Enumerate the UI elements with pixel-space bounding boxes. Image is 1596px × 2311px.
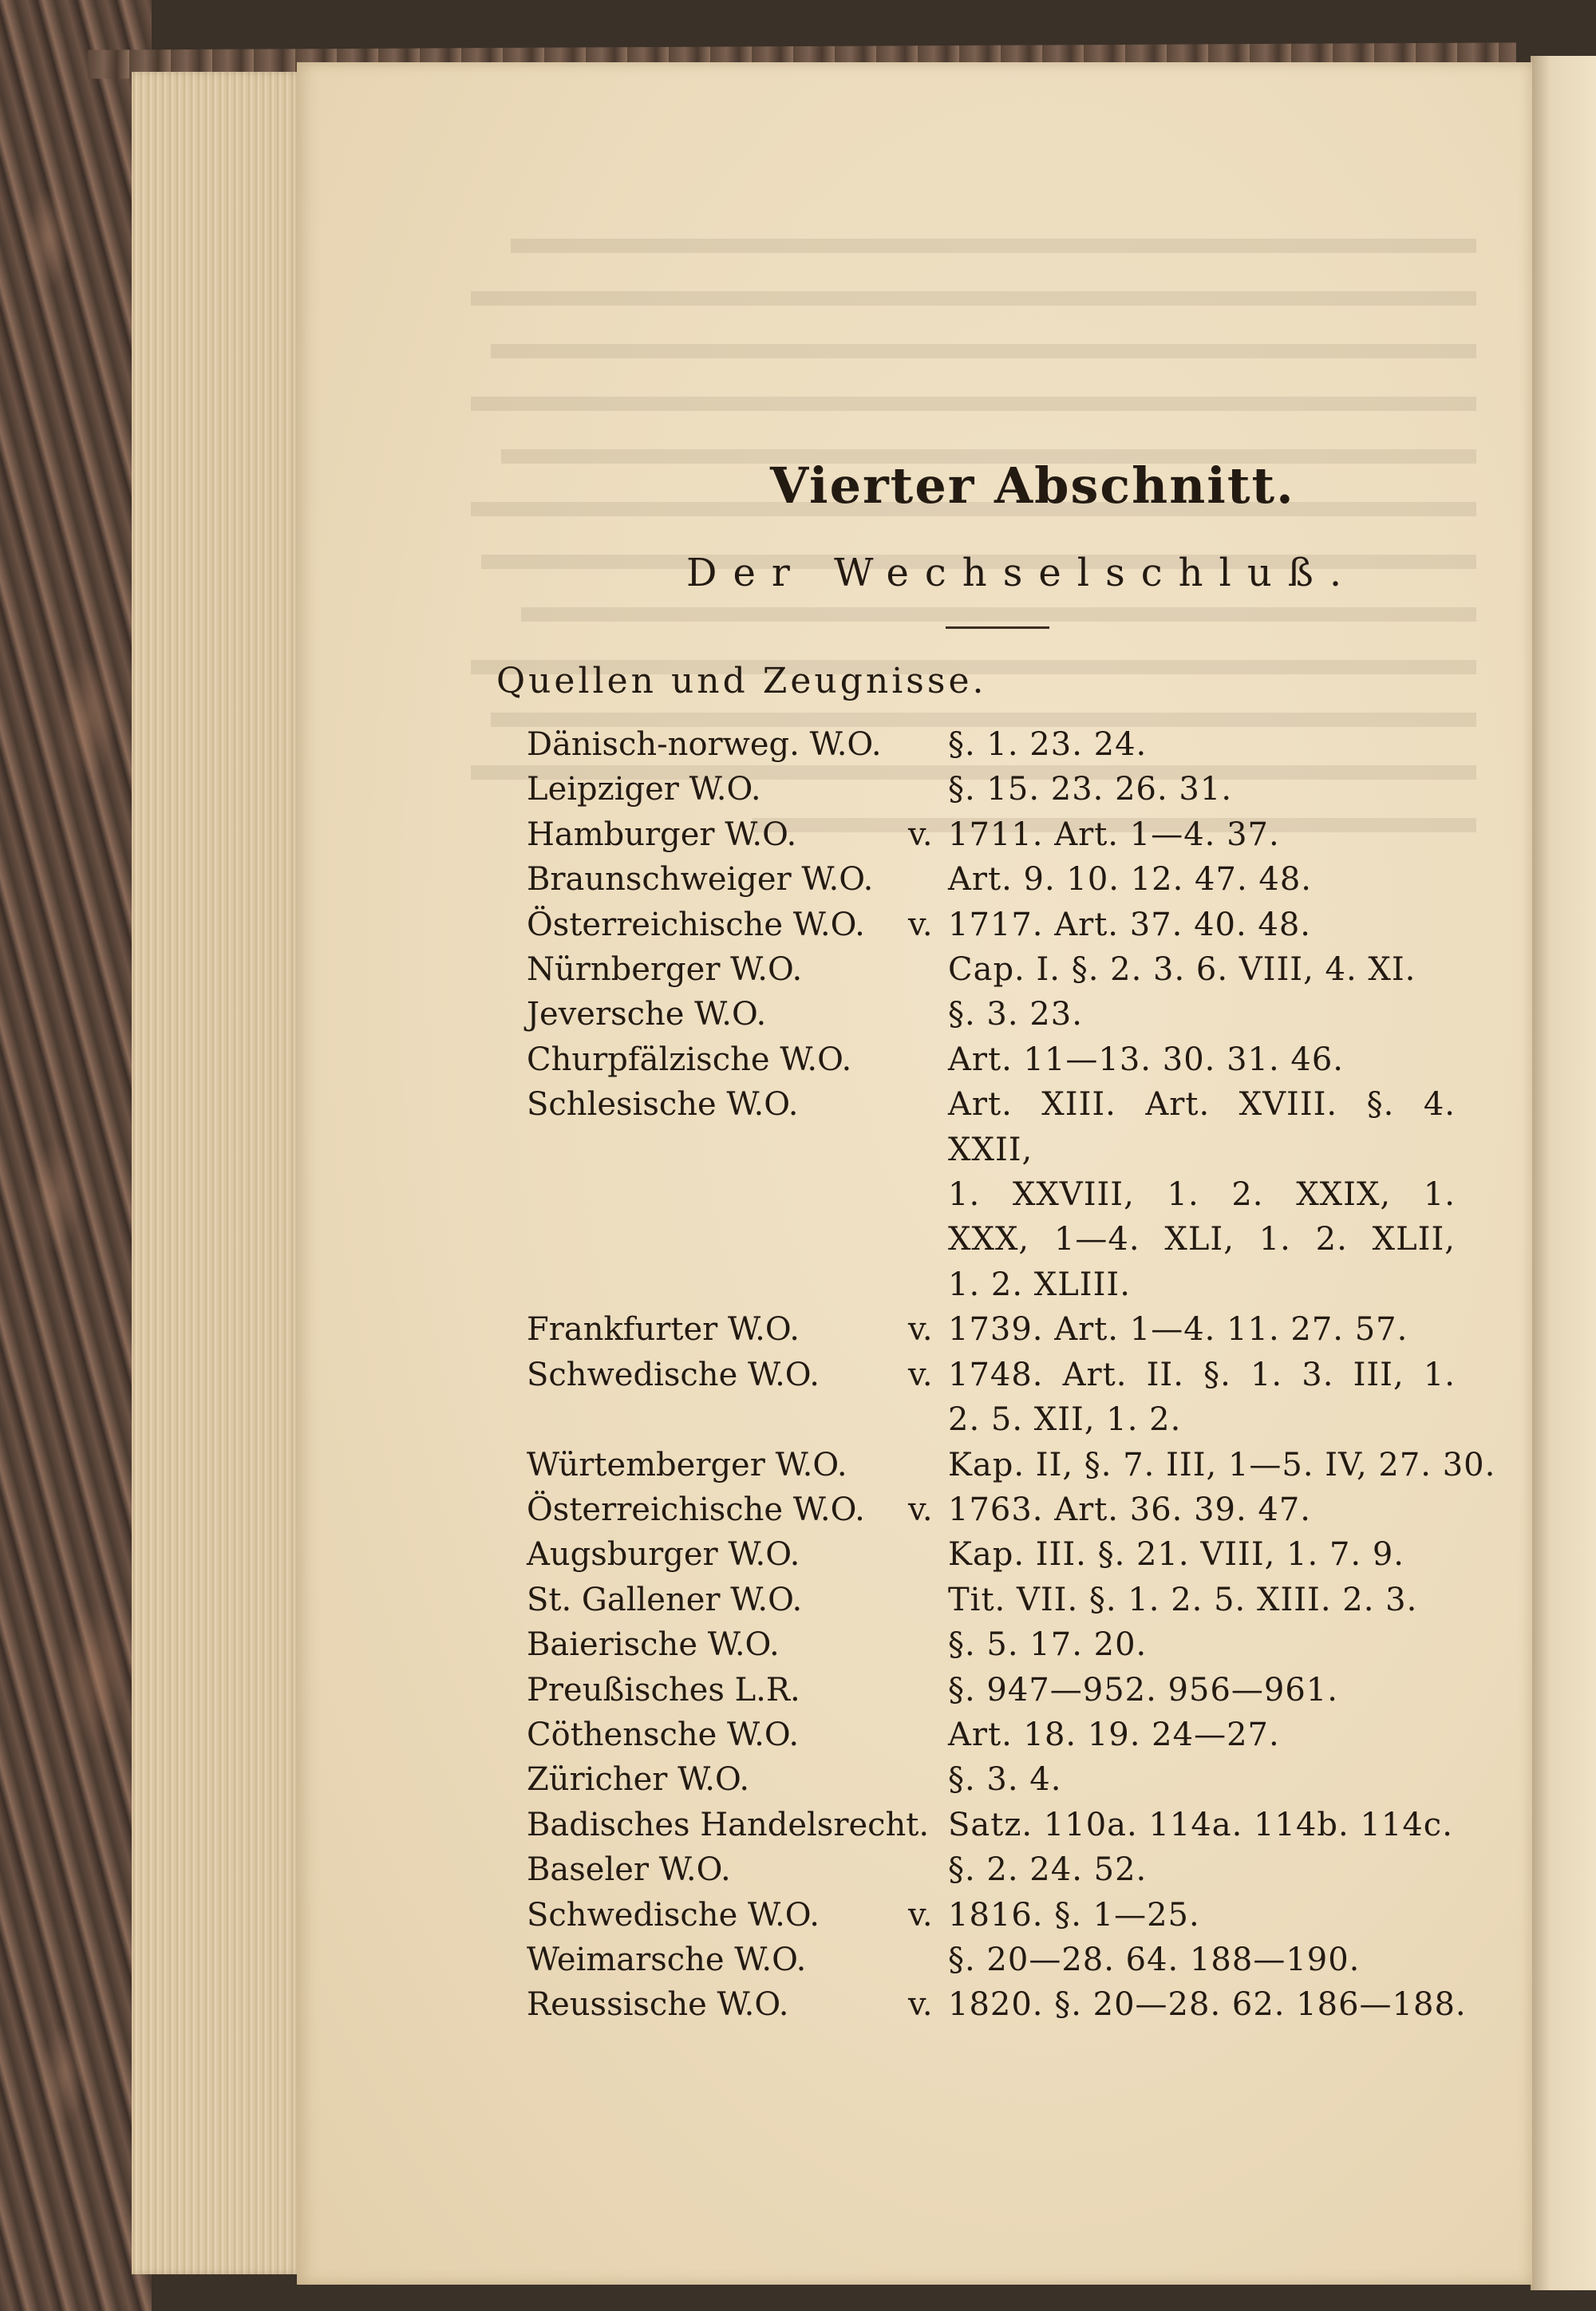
reference-line: 1. 2. XLIII. [948,1266,1131,1303]
source-name: Frankfurter W.O. [527,1311,800,1349]
source-name: Churpfälzische W.O. [527,1041,852,1078]
reference-line: Cap. I. §. 2. 3. 6. VIII, 4. XI. [948,951,1416,989]
source-entry [527,1307,1468,1352]
reference-line: Satz. 110a. 114a. 114b. 114c. [948,1806,1453,1843]
source-references [948,1757,1456,1802]
source-entry [527,1622,1468,1667]
reference-line: §. 1. 23. 24. [948,726,1148,763]
source-entry [527,812,1468,857]
source-references [948,1938,1456,1982]
source-entry [527,1353,1468,1443]
reference-line: 1711. Art. 1—4. 37. [948,816,1280,853]
source-references [948,812,1456,857]
source-entry [527,1668,1468,1713]
source-entry [527,857,1468,902]
source-name: Züricher W.O. [527,1761,750,1799]
section-heading: Vierter Abschnitt. [770,456,1295,515]
source-name: Jeversche W.O. [527,996,767,1033]
reference-line: §. 5. 17. 20. [948,1626,1148,1664]
reference-line: Tit. VII. §. 1. 2. 5. XIII. 2. 3. [948,1581,1418,1618]
source-entry [527,1713,1468,1757]
reference-line: 1816. §. 1—25. [948,1896,1200,1934]
source-entry [527,1803,1468,1847]
source-name: Reussische W.O. [527,1986,789,2024]
source-name: Österreichische W.O. [527,906,865,943]
reference-line: 1739. Art. 1—4. 11. 27. 57. [948,1311,1408,1349]
reference-line: 1748. Art. II. §. 1. 3. III, 1. [948,1356,1456,1393]
source-name: Schwedische W.O. [527,1896,820,1934]
source-references [948,1713,1456,1757]
source-references [948,1847,1456,1892]
source-year-prefix: v. [908,1986,933,2024]
source-entry [527,1443,1496,1487]
reference-line: §. 20—28. 64. 188—190. [948,1941,1361,1978]
source-name: Weimarsche W.O. [527,1941,807,1978]
page-edges [132,72,303,2274]
source-year-prefix: v. [908,1311,933,1349]
source-references [948,1622,1456,1667]
source-name: Braunschweiger W.O. [527,861,874,899]
source-entry [527,767,1468,812]
source-name: Schwedische W.O. [527,1356,820,1393]
sources-list [527,722,1496,2028]
reference-line: Kap. III. §. 21. VIII, 1. 7. 9. [948,1536,1404,1574]
source-name: Nürnberger W.O. [527,951,803,989]
marbled-cover [0,0,152,2311]
source-entry [527,1037,1468,1082]
source-references [948,1353,1456,1443]
reference-line: Kap. II, §. 7. III, 1—5. IV, 27. 30. [948,1446,1496,1483]
reference-line: §. 15. 23. 26. 31. [948,771,1233,808]
source-references [948,1803,1456,1847]
reference-line: §. 3. 23. [948,996,1083,1033]
source-entry [527,722,1468,767]
source-name: Würtemberger W.O. [527,1446,847,1483]
source-references [948,1487,1456,1532]
source-entry [527,1532,1468,1577]
source-references [948,1082,1456,1307]
source-references [948,857,1456,902]
source-references [948,947,1456,992]
source-entry [527,947,1468,992]
source-references [948,1578,1456,1622]
source-entry [527,1938,1468,1982]
source-references [948,1668,1456,1713]
source-references [948,722,1456,767]
source-entry [527,1982,1468,2027]
source-entry [527,1893,1468,1938]
source-entry [527,903,1468,947]
source-references [948,1443,1496,1487]
source-year-prefix: v. [908,1356,933,1393]
source-name: Leipziger W.O. [527,771,761,808]
reference-line: 1. XXVIII, 1. 2. XXIX, 1. [948,1176,1456,1214]
source-references [948,1982,1467,2027]
reference-line: §. 947—952. 956—961. [948,1671,1338,1709]
section-subtitle: Der Wechselschluß. [686,551,1358,595]
source-year-prefix: v. [908,816,933,853]
adjacent-page-edge [1531,56,1596,2290]
reference-line: Art. XIII. Art. XVIII. §. 4. XXII, [948,1086,1456,1168]
source-year-prefix: v. [908,906,933,943]
source-references [948,903,1456,947]
source-entry [527,1487,1468,1532]
source-references [948,1307,1456,1352]
source-entry [527,1082,1468,1307]
reference-line: Art. 18. 19. 24—27. [948,1716,1280,1753]
source-name: Augsburger W.O. [527,1536,800,1574]
title-divider [946,626,1049,629]
source-references [948,1532,1456,1577]
source-name: Hamburger W.O. [527,816,797,853]
source-entry [527,1847,1468,1892]
source-name: St. Gallener W.O. [527,1581,803,1618]
source-references [948,992,1456,1037]
reference-line: Art. 11—13. 30. 31. 46. [948,1041,1345,1078]
source-references [948,767,1456,812]
source-year-prefix: v. [908,1491,933,1528]
reference-line: 1820. §. 20—28. 62. 186—188. [948,1986,1467,2024]
source-entry [527,1757,1468,1802]
source-entry [527,1578,1468,1622]
source-references [948,1893,1456,1938]
sources-heading: Quellen und Zeugnisse. [496,661,987,701]
source-name: Österreichische W.O. [527,1491,865,1528]
source-name: Badisches Handelsrecht. [527,1806,930,1843]
source-name: Baierische W.O. [527,1626,780,1664]
reference-line: XXX, 1—4. XLI, 1. 2. XLII, [948,1221,1456,1258]
source-name: Preußisches L.R. [527,1671,800,1709]
source-name: Baseler W.O. [527,1851,731,1889]
reference-line: Art. 9. 10. 12. 47. 48. [948,861,1312,899]
reference-line: §. 3. 4. [948,1761,1062,1799]
source-name: Schlesische W.O. [527,1086,799,1124]
source-year-prefix: v. [908,1896,933,1934]
reference-line: §. 2. 24. 52. [948,1851,1148,1889]
source-name: Cöthensche W.O. [527,1716,800,1753]
reference-line: 1763. Art. 36. 39. 47. [948,1491,1312,1528]
source-entry [527,992,1468,1037]
source-name: Dänisch-norweg. W.O. [527,726,882,763]
reference-line: 1717. Art. 37. 40. 48. [948,906,1312,943]
source-references [948,1037,1456,1082]
reference-line: 2. 5. XII, 1. 2. [948,1401,1182,1439]
